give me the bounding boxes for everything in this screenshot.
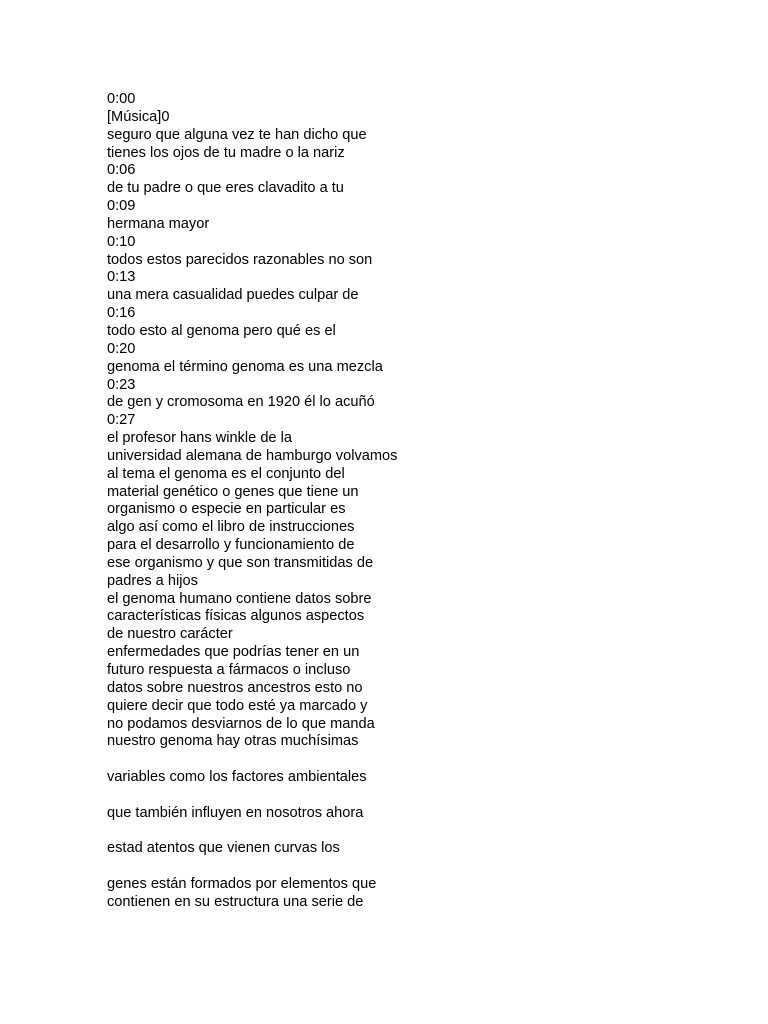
timestamp: 0:06 [107, 162, 136, 179]
transcript-line: variables como los factores ambientales [107, 769, 367, 786]
transcript-line: el genoma humano contiene datos sobre [107, 590, 372, 607]
blank-line [107, 787, 707, 805]
transcript-line: al tema el genoma es el conjunto del [107, 465, 345, 482]
transcript-line: estad atentos que vienen curvas los [107, 840, 340, 857]
transcript-line: futuro respuesta a fármacos o incluso [107, 662, 351, 678]
transcript-line: organismo o especie en particular es [107, 501, 346, 518]
timestamp: 0:10 [107, 233, 136, 250]
transcript-line: genes están formados por elementos que [107, 876, 377, 893]
transcript-line: enfermedades que podrías tener en un [107, 644, 360, 661]
timestamp: 0:13 [107, 269, 136, 286]
transcript-line: nuestro genoma hay otras muchísimas [107, 733, 359, 750]
transcript-line: padres a hijos [107, 572, 198, 589]
transcript-line: de nuestro carácter [107, 626, 233, 643]
transcript-line: material genético o genes que tiene un [107, 483, 359, 500]
transcript-line: todos estos parecidos razonables no son [107, 251, 373, 268]
blank-line [107, 858, 707, 876]
timestamp: 0:27 [107, 412, 136, 429]
transcript-line: quiere decir que todo esté ya marcado y [107, 697, 368, 714]
transcript-line: contienen en su estructura una serie de [107, 893, 364, 910]
transcript-line: universidad alemana de hamburgo volvamos [107, 447, 398, 464]
transcript-line: para el desarrollo y funcionamiento de [107, 537, 355, 554]
transcript-line: ese organismo y que son transmitidas de [107, 554, 374, 571]
timestamp: 0:16 [107, 305, 136, 322]
transcript-line: algo así como el libro de instrucciones [107, 519, 355, 536]
timestamp: 0:23 [107, 376, 136, 393]
transcript-line: seguro que alguna vez te han dicho que [107, 126, 367, 143]
transcript-line: una mera casualidad puedes culpar de [107, 287, 359, 304]
blank-line [107, 751, 707, 769]
transcript-line: características físicas algunos aspectos [107, 608, 365, 625]
transcript-line: de gen y cromosoma en 1920 él lo acuñó [107, 394, 375, 411]
transcript-line: de tu padre o que eres clavadito a tu [107, 180, 344, 197]
timestamp: 0:00 [107, 91, 136, 107]
transcript-line: que también influyen en nosotros ahora [107, 804, 364, 821]
transcript-line: hermana mayor [107, 215, 210, 232]
transcript-line: tienes los ojos de tu madre o la nariz [107, 144, 345, 161]
timestamp: 0:09 [107, 198, 136, 215]
blank-line [107, 823, 707, 841]
transcript-page [107, 91, 707, 912]
transcript-line: genoma el término genoma es una mezcla [107, 358, 383, 375]
timestamp: 0:20 [107, 340, 136, 357]
transcript-line: no podamos desviarnos de lo que manda [107, 715, 375, 732]
transcript-line: todo esto al genoma pero qué es el [107, 322, 336, 339]
transcript-line: datos sobre nuestros ancestros esto no [107, 679, 363, 696]
transcript-line: [Música]0 [107, 108, 170, 125]
transcript-line: el profesor hans winkle de la [107, 430, 292, 447]
